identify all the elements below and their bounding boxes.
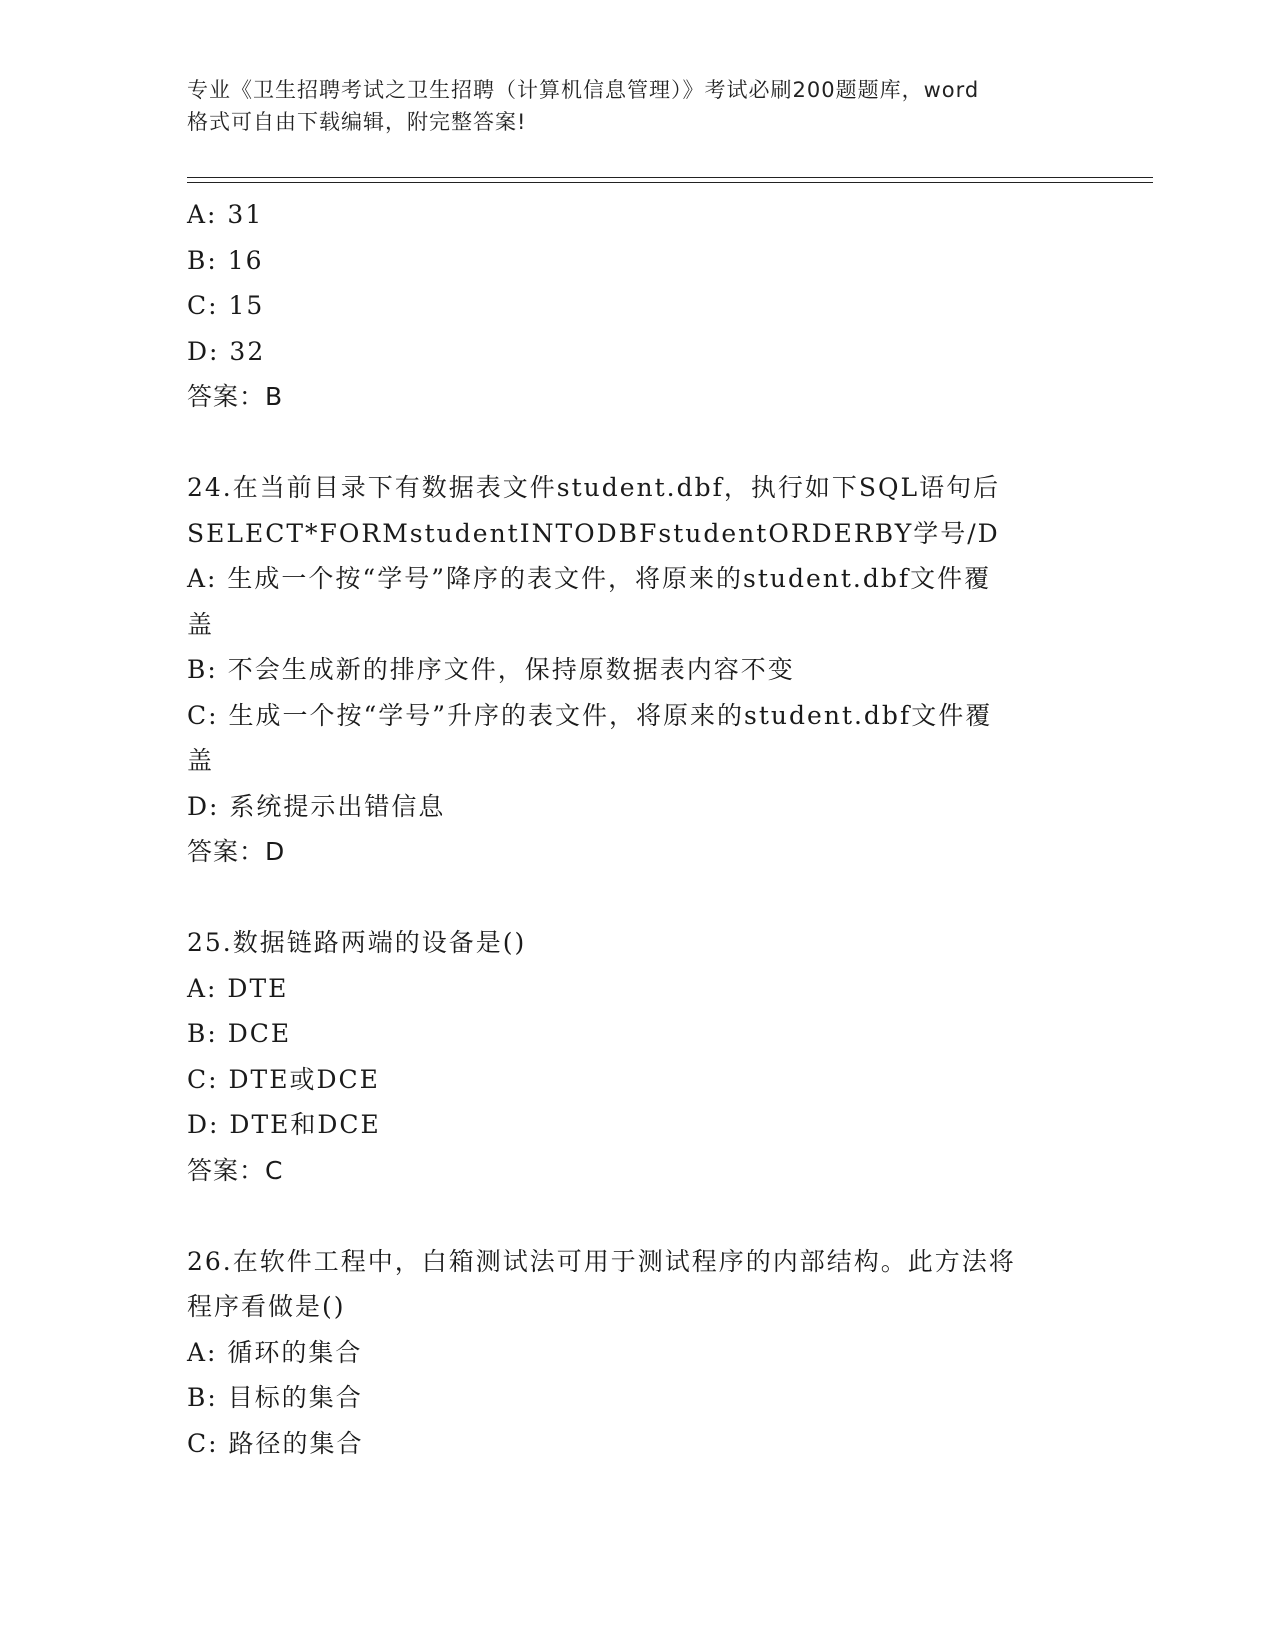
- answer-option: A: 循环的集合: [187, 1337, 363, 1367]
- answer-option: D: 系统提示出错信息: [187, 791, 446, 821]
- header-divider-bottom: [187, 182, 1153, 183]
- answer-option: A: 生成一个按“学号”降序的表文件，将原来的student.dbf文件覆: [187, 564, 992, 593]
- answer-option: 盖: [187, 746, 215, 775]
- answer-option: B: 16: [187, 245, 264, 275]
- answer-option: B: 目标的集合: [187, 1383, 363, 1412]
- document-header: [187, 74, 1087, 138]
- question-text: 程序看做是(): [187, 1292, 346, 1321]
- question-text: 26.在软件工程中，白箱测试法可用于测试程序的内部结构。此方法将: [187, 1246, 1016, 1276]
- question-block: [187, 192, 1087, 420]
- answer-key: 答案：D: [187, 837, 286, 866]
- question-text: SELECT*FORMstudentINTODBFstudentORDERBY学号/D: [187, 518, 1000, 548]
- answer-key: 答案：C: [187, 1155, 284, 1185]
- answer-option: C: 路径的集合: [187, 1428, 364, 1458]
- answer-option: D: DTE和DCE: [187, 1110, 381, 1139]
- answer-option: A: DTE: [187, 973, 289, 1003]
- answer-option: C: DTE或DCE: [187, 1064, 380, 1094]
- question-block: [187, 1239, 1087, 1467]
- answer-option: C: 15: [187, 291, 265, 320]
- question-block: [187, 920, 1087, 1193]
- answer-option: B: 不会生成新的排序文件，保持原数据表内容不变: [187, 655, 795, 684]
- answer-key: 答案：B: [187, 382, 284, 411]
- block-spacer: [187, 1193, 1087, 1239]
- answer-option: C: 生成一个按“学号”升序的表文件，将原来的student.dbf文件覆: [187, 700, 993, 730]
- header-line-2: 格式可自由下载编辑，附完整答案!: [187, 110, 527, 134]
- block-spacer: [187, 420, 1087, 466]
- question-text: 24.在当前目录下有数据表文件student.dbf，执行如下SQL语句后: [187, 473, 1001, 502]
- answer-option: A: 31: [187, 200, 264, 229]
- question-block: [187, 465, 1087, 875]
- answer-option: B: DCE: [187, 1019, 292, 1048]
- question-list: [187, 192, 1087, 1466]
- question-text: 25.数据链路两端的设备是(): [187, 928, 527, 957]
- answer-option: D: 32: [187, 336, 266, 366]
- answer-option: 盖: [187, 609, 215, 639]
- header-divider-top: [187, 177, 1153, 178]
- block-spacer: [187, 875, 1087, 921]
- header-line-1: 专业《卫生招聘考试之卫生招聘（计算机信息管理）》考试必刷200题题库，word: [187, 78, 980, 102]
